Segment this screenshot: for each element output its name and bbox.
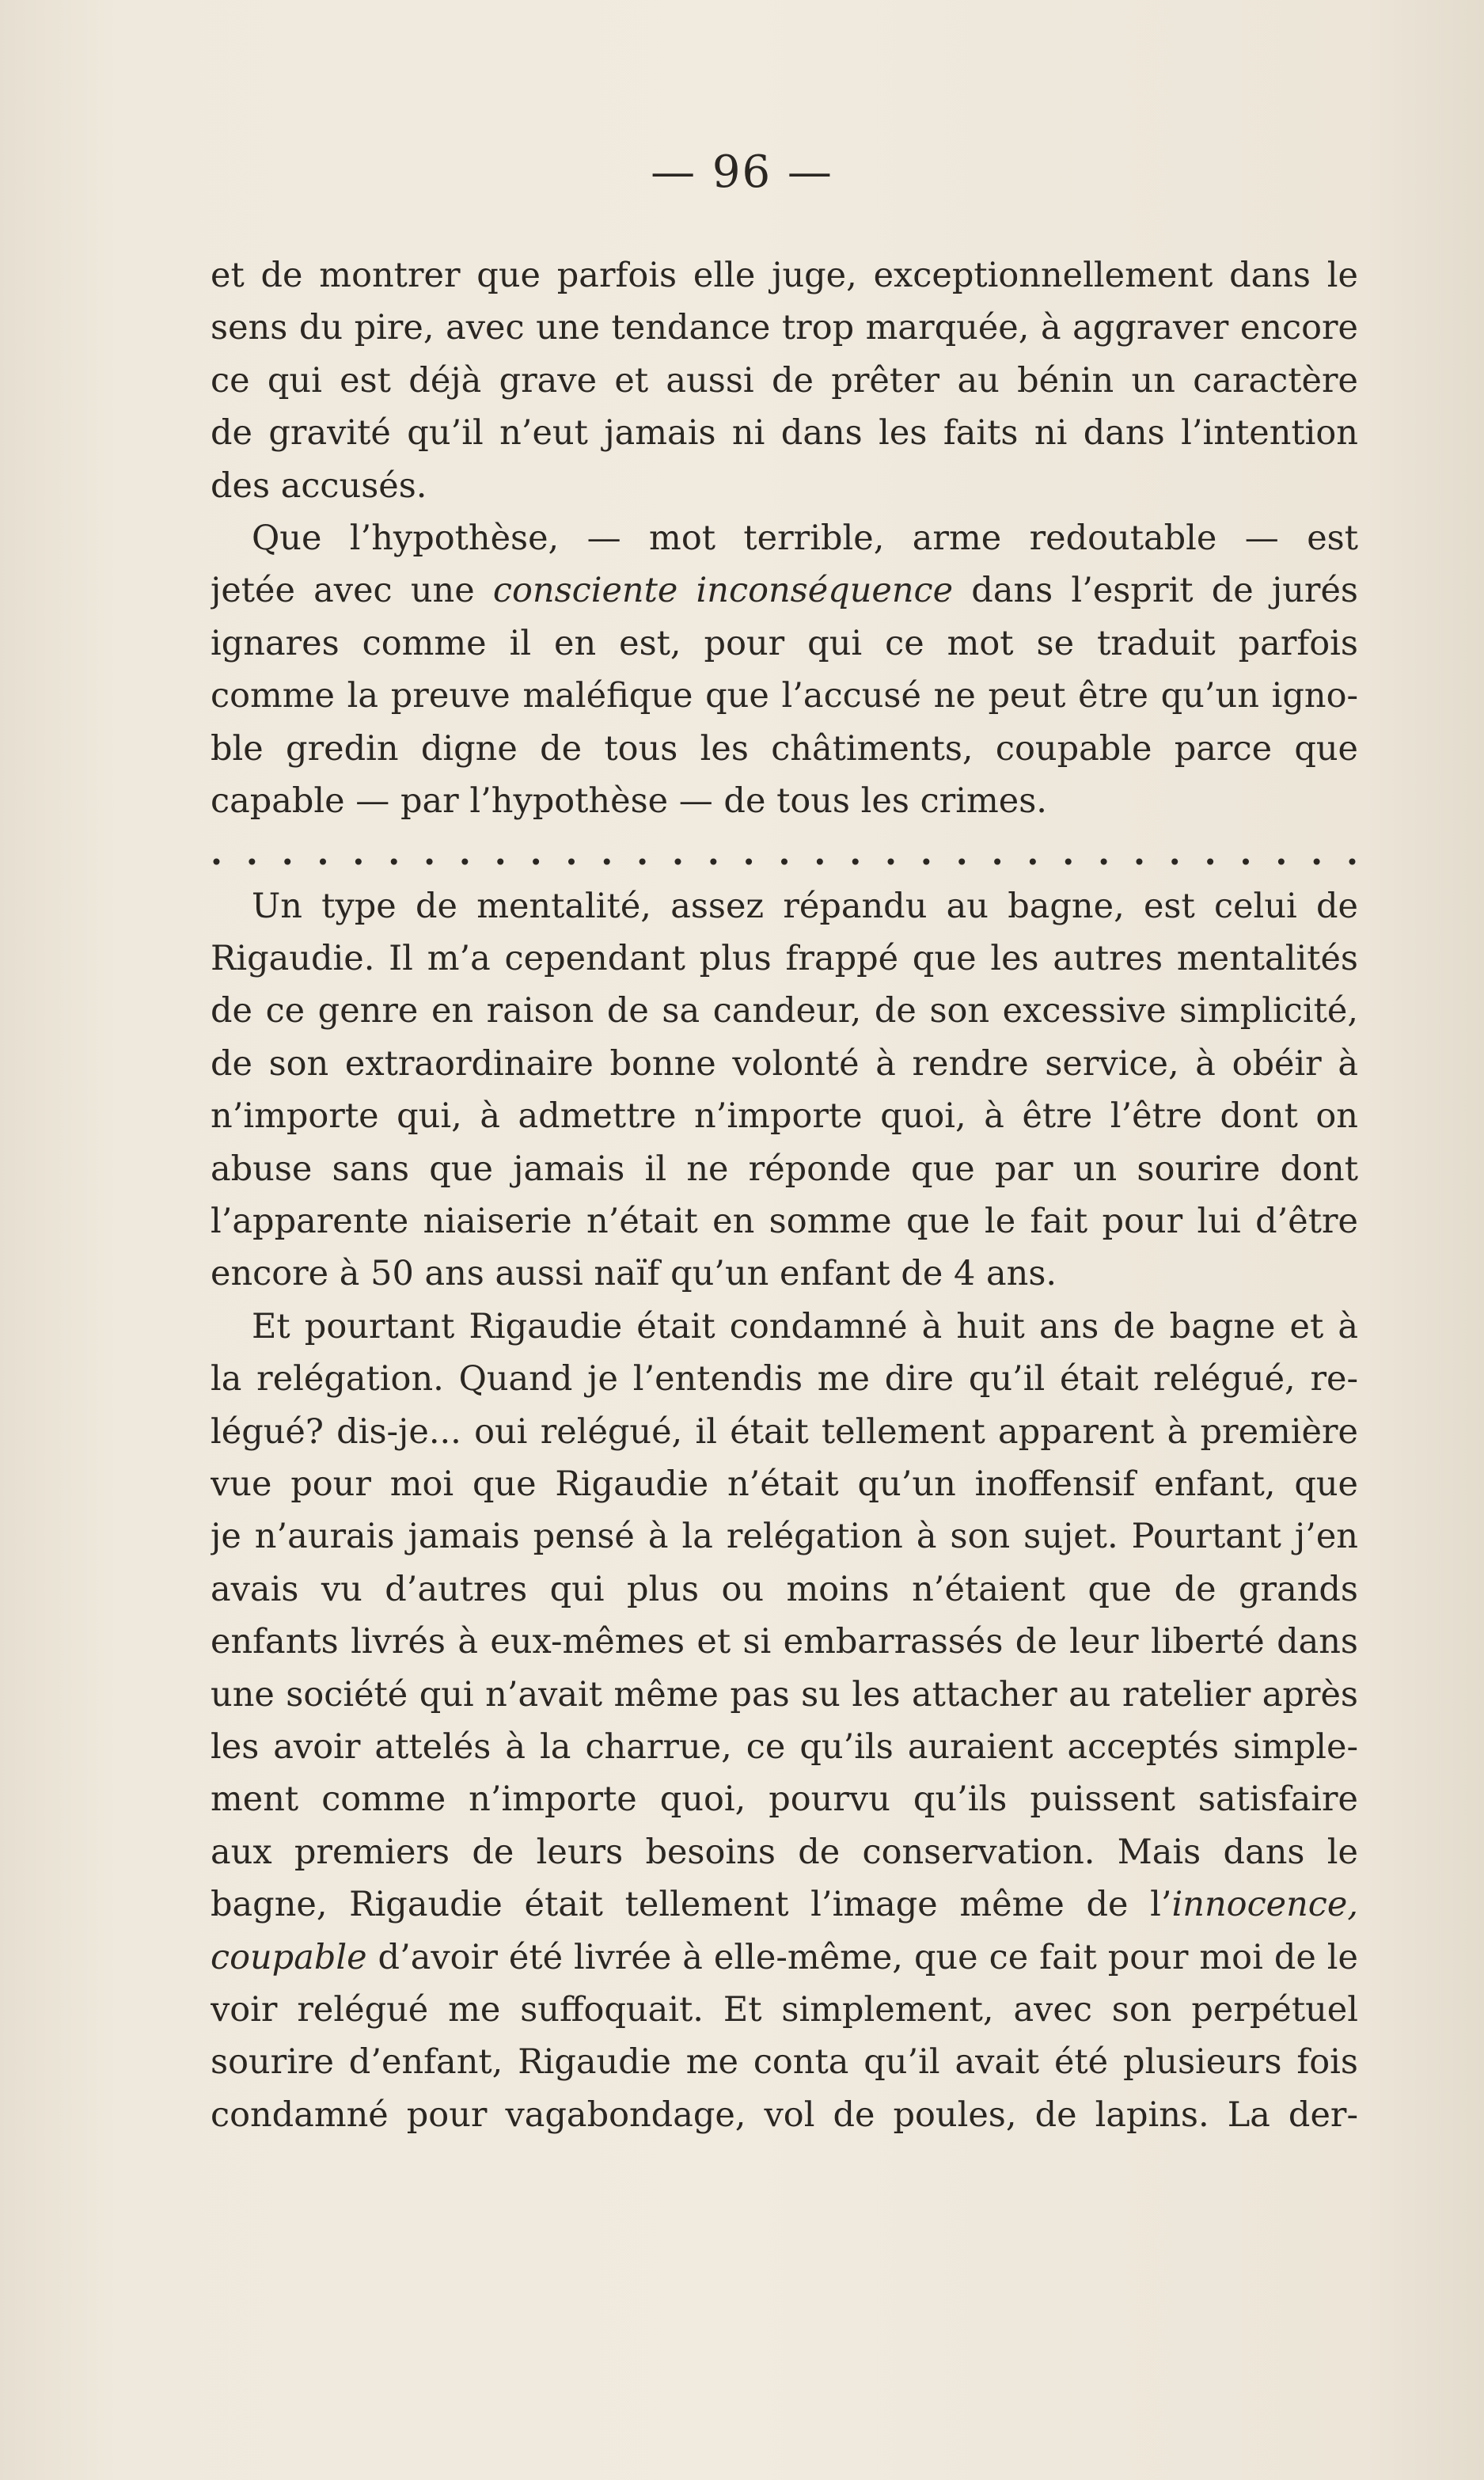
text-line: ignares comme il en est, pour qui ce mot se traduit parfois (211, 623, 1358, 663)
text-line: voir relégué me suffoquait. Et simplement, avec son perpétuel (211, 1989, 1358, 2030)
text-segment: dans l’esprit de jurés (953, 571, 1358, 611)
text-line: avais vu d’autres qui plus ou moins n’étaient que de grands (211, 1569, 1358, 1609)
text-line: une société qui n’avait même pas su les attacher au ratelier après (211, 1674, 1358, 1715)
text-line: Un type de mentalité, assez répandu au bagne, est celui de (252, 886, 1358, 926)
text-line: condamné pour vagabondage, vol de poules, de lapins. La der- (211, 2095, 1358, 2135)
text-line: sourire d’enfant, Rigaudie me conta qu’il avait été plusieurs fois (211, 2042, 1358, 2083)
text-line: capable — par l’hypothèse — de tous les crimes. (211, 780, 1047, 821)
paragraph-3 (211, 880, 1358, 1301)
text-line: légué? dis-je... oui relégué, il était tellement apparent à première (211, 1411, 1358, 1452)
text-segment: d’avoir été livrée à elle-même, que ce fait pour moi de le (366, 1937, 1358, 1977)
text-segment: bagne, Rigaudie était tellement l’image même de l’ (211, 1885, 1172, 1925)
body-text (211, 249, 1358, 2141)
text-line: Et pourtant Rigaudie était condamné à huit ans de bagne et à (252, 1306, 1358, 1346)
text-line: ble gredin digne de tous les châtiments, coupable parce que (211, 728, 1358, 769)
text-line: de gravité qu’il n’eut jamais ni dans les faits ni dans l’intention (211, 413, 1358, 454)
text-line: la relégation. Quand je l’entendis me dire qu’il était relégué, re- (211, 1359, 1358, 1400)
page-number: — 96 — (651, 146, 833, 198)
paragraph-2 (211, 512, 1358, 827)
text-segment: jetée avec une (211, 571, 493, 611)
italic-phrase: innocence, (1171, 1885, 1358, 1925)
text-line-mixed (211, 564, 1358, 617)
text-line: je n’aurais jamais pensé à la relégation à son sujet. Pourtant j’en (211, 1517, 1358, 1557)
text-line: n’importe qui, à admettre n’importe quoi, à être l’être dont on (211, 1096, 1358, 1137)
text-line: enfants livrés à eux-mêmes et si embarrassés de leur liberté dans (211, 1622, 1358, 1662)
text-line: de son extraordinaire bonne volonté à rendre service, à obéir à (211, 1043, 1358, 1084)
section-separator-dots: . . . . . . . . . . . . . . . . . . . . . . . . . . . . . . . . . (211, 834, 1358, 874)
italic-phrase: consciente inconséquence (492, 571, 954, 611)
text-line: sens du pire, avec une tendance trop marquée, à aggraver encore (211, 308, 1358, 348)
text-line: ce qui est déjà grave et aussi de prêter au bénin un caractère (211, 360, 1358, 401)
text-line: l’apparente niaiserie n’était en somme que le fait pour lui d’être (211, 1202, 1358, 1242)
text-line: de ce genre en raison de sa candeur, de son excessive simplicité, (211, 991, 1358, 1031)
paragraph-1 (211, 249, 1358, 512)
text-line: abuse sans que jamais il ne réponde que par un sourire dont (211, 1149, 1358, 1189)
text-line: des accusés. (211, 465, 427, 506)
text-line: les avoir attelés à la charrue, ce qu’ils auraient acceptés simple- (211, 1726, 1358, 1767)
text-line-mixed (211, 1878, 1358, 1931)
text-line: encore à 50 ans aussi naïf qu’un enfant de 4 ans. (211, 1254, 1057, 1294)
paragraph-4 (211, 1301, 1358, 2141)
text-line: ment comme n’importe quoi, pourvu qu’ils puissent satisfaire (211, 1779, 1358, 1820)
text-line: Que l’hypothèse, — mot terrible, arme redoutable — est (252, 518, 1358, 558)
text-line: comme la preuve maléfique que l’accusé ne peut être qu’un igno- (211, 676, 1358, 716)
text-line-mixed (211, 1931, 1358, 1984)
text-line: aux premiers de leurs besoins de conservation. Mais dans le (211, 1832, 1358, 1872)
italic-phrase: coupable (211, 1937, 367, 1977)
text-line: Rigaudie. Il m’a cependant plus frappé que les autres mentalités (211, 939, 1358, 979)
text-line: et de montrer que parfois elle juge, exceptionnellement dans le (211, 256, 1358, 295)
text-line: vue pour moi que Rigaudie n’était qu’un inoffensif enfant, que (211, 1464, 1358, 1504)
